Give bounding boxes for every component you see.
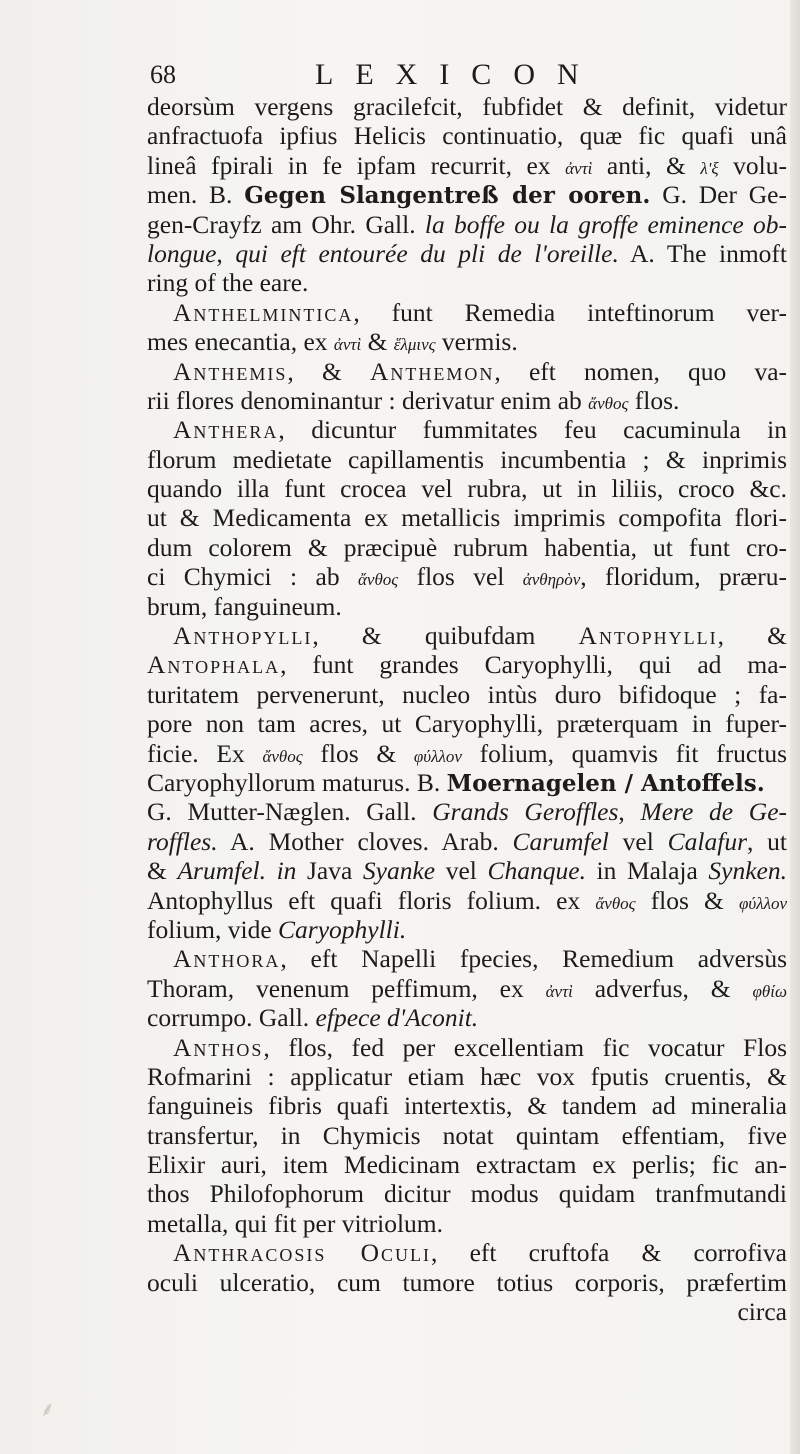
text-run: brum, fanguineum. [147, 591, 342, 621]
text-line [147, 680, 787, 709]
text-line [147, 1121, 787, 1150]
text-run: folium, quamvis fit fructus [461, 738, 787, 768]
text-run: , eft nomen, quo va- [494, 356, 787, 386]
text-line [147, 1003, 787, 1032]
text-run: fanguineis fibris quafi intertextis, & tandem ad mineralia [147, 1091, 787, 1121]
text-run: in Malaja [585, 856, 709, 886]
text-line [147, 1062, 787, 1091]
text-run: vermis. [435, 327, 518, 357]
text-run: , funt Remedia inteftinorum ver- [353, 297, 787, 327]
text-line [147, 298, 787, 327]
text-line [147, 415, 787, 444]
text-line [147, 915, 787, 944]
entry-headword: Antophala [147, 650, 281, 680]
text-run: Rofmarini : applicatur etiam hæc vox fputis cruentis, & [147, 1061, 787, 1091]
text-line [147, 474, 787, 503]
greek-word: ἄνθος [262, 746, 303, 766]
text-run: Antophyllus eft quafi floris folium. ex [147, 885, 596, 915]
entry-headword: Anthemis [173, 356, 288, 386]
text-line [147, 268, 787, 297]
text-run: ut & Medicamenta ex metallicis imprimis compofita flori- [147, 503, 787, 533]
text-run: flos & [302, 738, 414, 768]
text-line [147, 1150, 787, 1179]
text-line [147, 151, 787, 180]
text-line [147, 1209, 787, 1238]
text-run: florum medietate capillamentis incumbentia ; & inprimis [147, 444, 787, 474]
entry-headword: Antophylli [578, 621, 718, 651]
text-run: thos Philofophorum dicitur modus quidam tranfmutandi [147, 1179, 787, 1209]
page-edge [790, 0, 800, 1454]
body-text [147, 92, 787, 1326]
text-line [147, 944, 787, 973]
text-run: A. Mother cloves. Arab. [217, 826, 513, 856]
text-run: Caryophylli. [278, 914, 407, 944]
text-line [147, 974, 787, 1003]
text-run: la boffe ou la groffe eminence ob- [424, 209, 787, 239]
text-line [147, 621, 787, 650]
text-run: efpece d'Aconit. [315, 1003, 479, 1033]
text-line [147, 592, 787, 621]
text-run: folium, vide [147, 914, 279, 944]
text-run: , flos, fed per excellentiam fic vocatur Flos [263, 1032, 787, 1062]
entry-headword: Anthera [173, 415, 279, 445]
text-line [147, 386, 787, 415]
text-run: , eft cruftofa & corrofiva [431, 1238, 788, 1268]
greek-word: ἀνθηρὸν [522, 570, 581, 590]
text-run: qui eft entourée du pli de l'oreille. [235, 238, 619, 268]
text-line [147, 533, 787, 562]
text-line [147, 92, 787, 121]
text-run: , dicuntur fummitates feu cacuminula in [278, 415, 787, 445]
text-run: Calafur [667, 826, 747, 856]
text-run: , floridum, præru- [580, 562, 788, 592]
text-run: Carumfel [512, 826, 609, 856]
text-run: deorsùm vergens gracilefcit, fubfidet & definit, videtur [147, 92, 787, 121]
entry-headword: Anthemon [370, 356, 495, 386]
text-run: Grands Geroffles [432, 797, 619, 827]
text-line [147, 768, 787, 797]
page-number: 68 [150, 60, 176, 89]
greek-word: φύλλον [413, 746, 462, 766]
text-run: roffles. [147, 826, 218, 856]
text-run: quando illa funt crocea vel rubra, ut in liliis, croco &c. [147, 474, 787, 504]
greek-word: ἄνθος [588, 393, 629, 413]
greek-word: φύλλον [739, 893, 787, 913]
text-line [147, 1297, 787, 1326]
text-run: dum colorem & præcipuè rubrum habentia, ut funt cro- [147, 532, 787, 562]
text-run: turitatem pervenerunt, nucleo intùs duro bifidoque ; fa- [147, 679, 787, 709]
text-run: pore non tam acres, ut Caryophylli, præterquam in fuper- [147, 709, 787, 739]
text-run: , & quibufdam [312, 621, 579, 651]
greek-word: ἀντὶ [565, 158, 593, 178]
text-run: , & [717, 621, 787, 651]
text-line [147, 503, 787, 532]
text-run: , eft Napelli fpecies, Remedium adversùs [280, 944, 787, 974]
text-line [147, 709, 787, 738]
text-run: Mere de Ge- [640, 797, 788, 827]
text-run: Moernagelen / Antoffels. [446, 769, 765, 797]
text-run: vel [608, 826, 668, 856]
text-run: A. The inmoft [618, 238, 788, 268]
text-line [147, 180, 787, 209]
text-run: Caryophyllorum maturus. B. [147, 767, 447, 797]
text-run: anti, & [592, 150, 701, 180]
text-run: & [361, 327, 394, 357]
text-line [147, 856, 787, 885]
text-run: & [147, 856, 178, 886]
text-line [147, 327, 787, 356]
text-line [147, 210, 787, 239]
text-run: circa [737, 1297, 787, 1327]
greek-word: λ'ξ [700, 158, 719, 178]
text-run: vel [435, 856, 488, 886]
text-run: , ut [747, 826, 788, 856]
text-run: corrumpo. Gall. [147, 1003, 316, 1033]
text-line [147, 1238, 787, 1267]
text-line [147, 886, 787, 915]
text-run: Synken. [708, 856, 787, 886]
text-run: G. Mutter-Næglen. Gall. [147, 797, 433, 827]
text-run: Arumfel. in [177, 856, 297, 886]
text-run: anfractuofa ipfius Helicis continuatio, quæ fic quafi unâ [147, 121, 787, 151]
entry-headword: Anthopylli [173, 621, 313, 651]
text-run: ring of the eare. [147, 268, 309, 298]
text-run: ci Chymici : ab [147, 562, 358, 592]
text-run: lineâ fpirali in fe ipfam recurrit, ex [147, 150, 566, 180]
text-line [147, 445, 787, 474]
corner-smudge: ⸙ [40, 1399, 55, 1421]
greek-word: ἀντὶ [545, 981, 573, 1001]
text-run: flos vel [398, 562, 523, 592]
text-run: Chanque. [487, 856, 586, 886]
text-line [147, 1033, 787, 1062]
text-run: , [618, 797, 641, 827]
greek-word: ἄνθος [357, 570, 399, 590]
entry-headword: Anthora [173, 944, 281, 974]
text-run: , [216, 238, 236, 268]
text-run: rii flores denominantur : derivatur enim ab [147, 385, 589, 415]
greek-word: ἄνθος [595, 893, 636, 913]
text-line [147, 797, 787, 826]
running-head: LEXICON [315, 58, 601, 91]
text-run: men. B. [147, 180, 245, 210]
text-line [147, 1179, 787, 1208]
entry-headword: Anthos [173, 1032, 264, 1062]
text-run: flos. [628, 385, 680, 415]
text-line [147, 562, 787, 591]
greek-word: ἕλμινς [393, 335, 436, 355]
entry-headword: Anthelmintica [173, 297, 354, 327]
greek-word: φθίω [752, 981, 787, 1001]
text-run: longue [147, 238, 217, 268]
text-line [147, 357, 787, 386]
text-run: mes enecantia, ex [147, 327, 334, 357]
text-run: transfertur, in Chymicis notat quintam effentiam, five [147, 1120, 787, 1150]
entry-headword: Anthracosis Oculi [173, 1238, 432, 1268]
text-run: adverfus, & [572, 973, 753, 1003]
text-run: volu- [718, 150, 787, 180]
text-line [147, 121, 787, 150]
text-run: , & [287, 356, 370, 386]
text-run: oculi ulceratio, cum tumore totius corporis, præfertim [147, 1267, 787, 1297]
text-run: Gegen Slangentreß der ooren. [244, 182, 651, 210]
text-line [147, 827, 787, 856]
text-run: Java [296, 856, 363, 886]
text-run: , funt grandes Caryophylli, qui ad ma- [280, 650, 787, 680]
text-run: Syanke [362, 856, 436, 886]
text-line [147, 739, 787, 768]
text-run: flos & [635, 885, 740, 915]
text-run: Elixir auri, item Medicinam extractam ex perlis; fic an- [147, 1150, 787, 1180]
page-header [150, 58, 790, 92]
text-run: ficie. Ex [147, 738, 263, 768]
text-line [147, 1268, 787, 1297]
text-line [147, 239, 787, 268]
greek-word: ἀντὶ [333, 335, 362, 355]
text-line [147, 1091, 787, 1120]
text-run: G. Der Ge- [650, 180, 787, 210]
text-run: Thoram, venenum peffimum, ex [147, 973, 546, 1003]
text-line [147, 650, 787, 679]
text-run: gen-Crayfz am Ohr. Gall. [147, 209, 425, 239]
text-run: metalla, qui fit per vitriolum. [147, 1208, 444, 1238]
